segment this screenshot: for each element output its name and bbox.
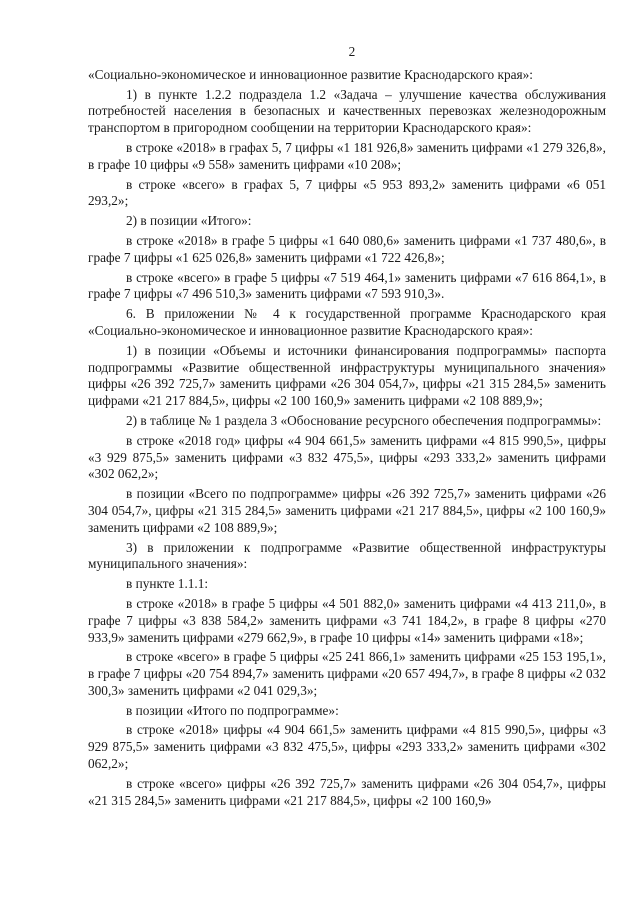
paragraph: 2) в таблице № 1 раздела 3 «Обоснование ресурсного обеспечения подпрограммы»: <box>126 412 602 428</box>
paragraph: в позиции «Итого по подпрограмме»: <box>126 702 339 718</box>
paragraph: 2) в позиции «Итого»: <box>126 213 252 229</box>
paragraph: в строке «2018» в графе 5 цифры «4 501 882,0» заменить цифрами «4 413 211,0», в графе 7 цифры «3 838 584,2» заменить цифрами «3 741 184,2», в графе 8 цифры «270 933,9» заменить цифрами «279 662,9», в графе 10 цифры «14» заменить цифрами «18»; <box>88 595 606 645</box>
document-body <box>88 67 606 810</box>
paragraph: в строке «2018» цифры «4 904 661,5» заменить цифрами «4 815 990,5», цифры «3 929 875,5» заменить цифрами «3 832 475,5», цифры «293 333,2» заменить цифрами «302 062,2»; <box>88 722 606 772</box>
paragraph: в пункте 1.1.1: <box>126 576 209 592</box>
paragraph: в строке «всего» в графе 5 цифры «7 519 464,1» заменить цифрами «7 616 864,1», в графе 7 цифры «7 496 510,3» заменить цифрами «7 593 910,3». <box>88 269 606 302</box>
page-number: 2 <box>348 44 356 59</box>
paragraph: в строке «всего» в графах 5, 7 цифры «5 953 893,2» заменить цифрами «6 051 293,2»; <box>88 176 606 209</box>
paragraph: в позиции «Всего по подпрограмме» цифры «26 392 725,7» заменить цифрами «26 304 054,7», цифры «21 315 284,5» заменить цифрами «21 217 884,5», цифры «2 100 160,9» заменить цифрами «2 108 889,9»; <box>88 486 606 535</box>
paragraph: в строке «всего» цифры «26 392 725,7» заменить цифрами «26 304 054,7», цифры «21 315 284,5» заменить цифрами «21 217 884,5», цифры «2 100 160,9» <box>88 775 606 808</box>
paragraph: в строке «2018» в графах 5, 7 цифры «1 181 926,8» заменить цифрами «1 279 326,8», в графе 10 цифры «9 558» заменить цифрами «10 208»; <box>88 139 606 172</box>
paragraph: «Социально-экономическое и инновационное развитие Краснодарского края»: <box>88 66 533 82</box>
paragraph: в строке «2018 год» цифры «4 904 661,5» заменить цифрами «4 815 990,5», цифры «3 929 875,5» заменить цифрами «3 832 475,5», цифры «293 333,2» заменить цифрами «302 062,2»; <box>88 432 606 482</box>
paragraph: 6. В приложении № 4 к государственной программе Краснодарского края «Социально-экономическое и инновационное развитие Краснодарского края»: <box>88 306 606 338</box>
paragraph: 1) в пункте 1.2.2 подраздела 1.2 «Задача – улучшение качества обслуживания потребностей населения в безопасных и качественных перевозках железнодорожным транспортом в пригородном сообщении на территории Краснодарского края»: <box>88 86 606 136</box>
paragraph: в строке «2018» в графе 5 цифры «1 640 080,6» заменить цифрами «1 737 480,6», в графе 7 цифры «1 625 026,8» заменить цифрами «1 722 426,8»; <box>88 232 606 265</box>
paragraph: в строке «всего» в графе 5 цифры «25 241 866,1» заменить цифрами «25 153 195,1», в графе 7 цифры «20 754 894,7» заменить цифрами «20 657 494,7», в графе 8 цифры «2 032 300,3» заменить цифрами «2 041 029,3»; <box>88 649 606 698</box>
paragraph: 3) в приложении к подпрограмме «Развитие общественной инфраструктуры муниципального значения»: <box>88 539 606 572</box>
paragraph: 1) в позиции «Объемы и источники финансирования подпрограммы» паспорта подпрограммы «Развитие общественной инфраструктуры муниципального значения» цифры «26 392 725,7» заменить цифрами «26 304 054,7», цифры «21 315 284,5» заменить цифрами «21 217 884,5», цифры «2 100 160,9» заменить цифрами «2 108 889,9»; <box>88 342 606 409</box>
